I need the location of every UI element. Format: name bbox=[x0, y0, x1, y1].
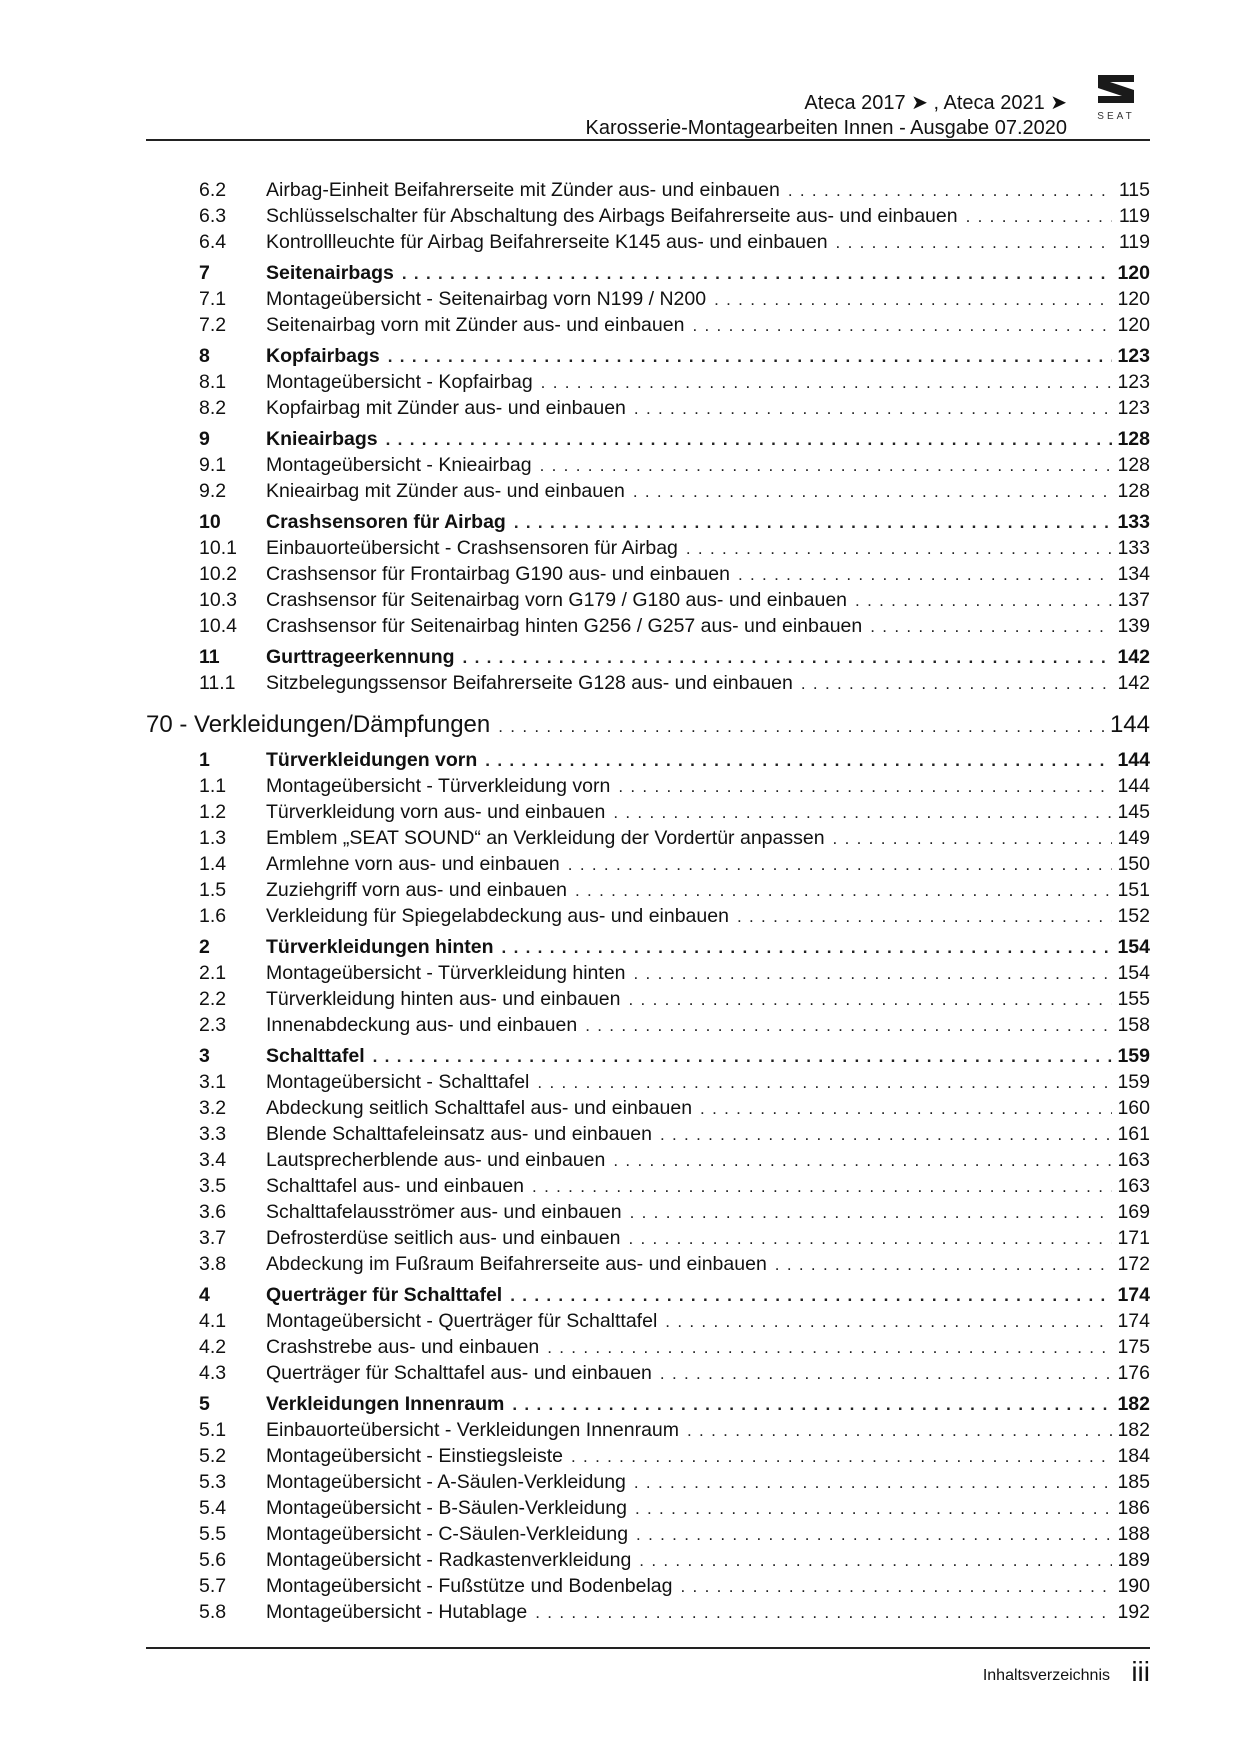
toc-entry[interactable] bbox=[146, 773, 1150, 799]
toc-number: 11.1 bbox=[199, 672, 236, 694]
toc-number: 10.3 bbox=[199, 589, 237, 611]
toc-title: Knieairbag mit Zünder aus- und einbauen bbox=[266, 480, 625, 502]
toc-page: 188 bbox=[1117, 1523, 1150, 1545]
toc-number: 5 bbox=[199, 1393, 210, 1415]
toc-title: Montageübersicht - C-Säulen-Verkleidung bbox=[266, 1523, 629, 1545]
toc-number: 11 bbox=[199, 646, 220, 668]
toc-entry[interactable] bbox=[146, 851, 1150, 877]
toc-number: 10.4 bbox=[199, 615, 237, 637]
table-of-contents bbox=[146, 177, 1150, 1625]
toc-entry[interactable] bbox=[146, 1199, 1150, 1225]
toc-chapter[interactable] bbox=[146, 708, 1150, 742]
toc-section[interactable] bbox=[146, 343, 1150, 369]
toc-title: Knieairbags bbox=[266, 428, 378, 450]
toc-entry[interactable] bbox=[146, 986, 1150, 1012]
toc-page: 154 bbox=[1117, 962, 1150, 984]
toc-entry[interactable] bbox=[146, 229, 1150, 255]
toc-number: 2.3 bbox=[199, 1014, 227, 1036]
toc-page: 174 bbox=[1117, 1284, 1150, 1306]
dot-leader bbox=[537, 1070, 1112, 1096]
dot-leader bbox=[639, 1548, 1112, 1574]
dot-leader bbox=[630, 1200, 1112, 1226]
toc-title: Airbag-Einheit Beifahrerseite mit Zünder aus- und einbauen bbox=[266, 179, 780, 201]
dot-leader bbox=[514, 510, 1112, 536]
toc-entry[interactable] bbox=[146, 203, 1150, 229]
toc-number: 3.2 bbox=[199, 1097, 227, 1119]
toc-page: 163 bbox=[1117, 1175, 1150, 1197]
toc-entry[interactable] bbox=[146, 312, 1150, 338]
dot-leader bbox=[634, 961, 1112, 987]
toc-number: 8 bbox=[199, 345, 210, 367]
dot-leader bbox=[485, 748, 1112, 774]
toc-entry[interactable] bbox=[146, 1360, 1150, 1386]
dot-leader bbox=[568, 852, 1112, 878]
toc-number: 2.2 bbox=[199, 988, 227, 1010]
dot-leader bbox=[801, 671, 1112, 697]
toc-number: 1 bbox=[199, 749, 210, 771]
toc-number: 2.1 bbox=[199, 962, 227, 984]
dot-leader bbox=[966, 204, 1112, 230]
toc-number: 5.4 bbox=[199, 1497, 227, 1519]
dot-leader bbox=[628, 1226, 1112, 1252]
toc-number: 1.6 bbox=[199, 905, 227, 927]
toc-entry[interactable] bbox=[146, 877, 1150, 903]
toc-page: 133 bbox=[1117, 511, 1150, 533]
toc-entry[interactable] bbox=[146, 535, 1150, 561]
toc-entry[interactable] bbox=[146, 1308, 1150, 1334]
toc-title: Crashsensor für Seitenairbag vorn G179 / G180 aus- und einbauen bbox=[266, 589, 848, 611]
toc-title: Querträger für Schalttafel aus- und einbauen bbox=[266, 1362, 652, 1384]
toc-title: Blende Schalttafeleinsatz aus- und einbauen bbox=[266, 1123, 652, 1145]
toc-number: 5.6 bbox=[199, 1549, 227, 1571]
toc-number: 4.2 bbox=[199, 1336, 227, 1358]
toc-entry[interactable] bbox=[146, 452, 1150, 478]
toc-entry[interactable] bbox=[146, 1334, 1150, 1360]
dot-leader bbox=[502, 935, 1112, 961]
toc-title: Montageübersicht - Fußstütze und Bodenbelag bbox=[266, 1575, 673, 1597]
toc-title: Zuziehgriff vorn aus- und einbauen bbox=[266, 879, 568, 901]
toc-page: 189 bbox=[1117, 1549, 1150, 1571]
toc-section[interactable] bbox=[146, 644, 1150, 670]
toc-section[interactable] bbox=[146, 426, 1150, 452]
toc-title: Querträger für Schalttafel bbox=[266, 1284, 503, 1306]
toc-title: Montageübersicht - Einstiegsleiste bbox=[266, 1445, 563, 1467]
toc-title: Armlehne vorn aus- und einbauen bbox=[266, 853, 560, 875]
toc-page: 172 bbox=[1117, 1253, 1150, 1275]
toc-number: 4.1 bbox=[199, 1310, 227, 1332]
toc-entry[interactable] bbox=[146, 1443, 1150, 1469]
toc-title: Montageübersicht - Querträger für Schalttafel bbox=[266, 1310, 658, 1332]
dot-leader bbox=[700, 1096, 1112, 1122]
footer-divider bbox=[146, 1647, 1150, 1649]
toc-section[interactable] bbox=[146, 1282, 1150, 1308]
toc-number: 3.5 bbox=[199, 1175, 227, 1197]
toc-page: 184 bbox=[1117, 1445, 1150, 1467]
toc-number: 3.7 bbox=[199, 1227, 227, 1249]
header-subtitle: Karosserie-Montagearbeiten Innen - Ausgabe 07.2020 bbox=[585, 117, 1067, 139]
toc-title: Türverkleidung vorn aus- und einbauen bbox=[266, 801, 606, 823]
toc-entry[interactable] bbox=[146, 903, 1150, 929]
toc-number: 10.2 bbox=[199, 563, 237, 585]
dot-leader bbox=[540, 453, 1112, 479]
toc-title: Kontrollleuchte für Airbag Beifahrerseite K145 aus- und einbauen bbox=[266, 231, 828, 253]
dot-leader bbox=[613, 1148, 1112, 1174]
toc-entry[interactable] bbox=[146, 587, 1150, 613]
toc-entry[interactable] bbox=[146, 395, 1150, 421]
dot-leader bbox=[775, 1252, 1112, 1278]
toc-title: Crashstrebe aus- und einbauen bbox=[266, 1336, 540, 1358]
toc-entry[interactable] bbox=[146, 1251, 1150, 1277]
toc-title: Crashsensor für Seitenairbag hinten G256 / G257 aus- und einbauen bbox=[266, 615, 863, 637]
dot-leader bbox=[585, 1013, 1112, 1039]
toc-page: 151 bbox=[1117, 879, 1150, 901]
dot-leader bbox=[613, 800, 1112, 826]
toc-title: Montageübersicht - Schalttafel bbox=[266, 1071, 530, 1093]
toc-number: 2 bbox=[199, 936, 210, 958]
page-number: iii bbox=[1131, 1656, 1150, 1687]
toc-number: 5.7 bbox=[199, 1575, 227, 1597]
toc-title: Montageübersicht - Türverkleidung hinten bbox=[266, 962, 626, 984]
toc-title: Emblem „SEAT SOUND“ an Verkleidung der Vordertür anpassen bbox=[266, 827, 825, 849]
seat-logo-icon bbox=[1088, 73, 1144, 121]
toc-entry[interactable] bbox=[146, 1095, 1150, 1121]
toc-title: Montageübersicht - Seitenairbag vorn N199 / N200 bbox=[266, 288, 707, 310]
dot-leader bbox=[660, 1361, 1112, 1387]
toc-number: 4.3 bbox=[199, 1362, 227, 1384]
toc-page: 176 bbox=[1117, 1362, 1150, 1384]
toc-number: 7.1 bbox=[199, 288, 227, 310]
toc-page: 154 bbox=[1117, 936, 1150, 958]
toc-title: Türverkleidungen hinten bbox=[266, 936, 494, 958]
toc-number: 10 bbox=[199, 511, 221, 533]
toc-number: 8.1 bbox=[199, 371, 227, 393]
toc-number: 1.3 bbox=[199, 827, 227, 849]
dot-leader bbox=[402, 261, 1112, 287]
dot-leader bbox=[535, 1600, 1112, 1626]
toc-title: Schalttafel aus- und einbauen bbox=[266, 1175, 525, 1197]
dot-leader bbox=[463, 645, 1112, 671]
dot-leader bbox=[836, 230, 1112, 256]
dot-leader bbox=[855, 588, 1112, 614]
toc-page: 159 bbox=[1117, 1071, 1150, 1093]
toc-title: Abdeckung im Fußraum Beifahrerseite aus- und einbauen bbox=[266, 1253, 767, 1275]
dot-leader bbox=[692, 313, 1112, 339]
footer-section: Inhaltsverzeichnis bbox=[982, 1667, 1110, 1684]
toc-page: 155 bbox=[1117, 988, 1150, 1010]
toc-number: 4 bbox=[199, 1284, 210, 1306]
toc-entry[interactable] bbox=[146, 1121, 1150, 1147]
toc-title: Schalttafelausströmer aus- und einbauen bbox=[266, 1201, 622, 1223]
dot-leader bbox=[687, 1418, 1112, 1444]
toc-title: Einbauorteübersicht - Verkleidungen Innenraum bbox=[266, 1419, 680, 1441]
dot-leader bbox=[660, 1122, 1112, 1148]
dot-leader bbox=[681, 1574, 1112, 1600]
toc-entry[interactable] bbox=[146, 1147, 1150, 1173]
toc-entry[interactable] bbox=[146, 1469, 1150, 1495]
toc-page: 182 bbox=[1117, 1393, 1150, 1415]
toc-page: 123 bbox=[1117, 345, 1150, 367]
toc-title: Montageübersicht - Hutablage bbox=[266, 1601, 528, 1623]
toc-number: 1.5 bbox=[199, 879, 227, 901]
toc-number: 3.3 bbox=[199, 1123, 227, 1145]
toc-number: 3.1 bbox=[199, 1071, 227, 1093]
toc-title: Montageübersicht - Radkastenverkleidung bbox=[266, 1549, 632, 1571]
toc-entry[interactable] bbox=[146, 1547, 1150, 1573]
toc-page: 139 bbox=[1117, 615, 1150, 637]
toc-page: 133 bbox=[1117, 537, 1150, 559]
toc-number: 5.8 bbox=[199, 1601, 227, 1623]
toc-entry[interactable] bbox=[146, 613, 1150, 639]
toc-entry[interactable] bbox=[146, 1173, 1150, 1199]
toc-number: 6.2 bbox=[199, 179, 227, 201]
dot-leader bbox=[386, 427, 1112, 453]
toc-page: 128 bbox=[1117, 480, 1150, 502]
toc-number: 6.3 bbox=[199, 205, 227, 227]
toc-title: Montageübersicht - Türverkleidung vorn bbox=[266, 775, 611, 797]
header-divider bbox=[146, 139, 1150, 141]
toc-page: 174 bbox=[1117, 1310, 1150, 1332]
dot-leader bbox=[714, 287, 1112, 313]
toc-page: 175 bbox=[1117, 1336, 1150, 1358]
toc-title: Lautsprecherblende aus- und einbauen bbox=[266, 1149, 606, 1171]
dot-leader bbox=[618, 774, 1112, 800]
toc-page: 150 bbox=[1117, 853, 1150, 875]
toc-page: 128 bbox=[1117, 454, 1150, 476]
toc-entry[interactable] bbox=[146, 286, 1150, 312]
toc-page: 152 bbox=[1117, 905, 1150, 927]
toc-title: 70 - Verkleidungen/Dämpfungen bbox=[146, 711, 491, 738]
toc-entry[interactable] bbox=[146, 1599, 1150, 1625]
dot-leader bbox=[633, 479, 1112, 505]
toc-title: Defrosterdüse seitlich aus- und einbauen bbox=[266, 1227, 621, 1249]
toc-number: 5.5 bbox=[199, 1523, 227, 1545]
toc-number: 10.1 bbox=[199, 537, 237, 559]
toc-title: Schlüsselschalter für Abschaltung des Airbags Beifahrerseite aus- und einbauen bbox=[266, 205, 958, 227]
toc-number: 1.1 bbox=[199, 775, 227, 797]
toc-title: Montageübersicht - B-Säulen-Verkleidung bbox=[266, 1497, 627, 1519]
toc-title: Kopfairbags bbox=[266, 345, 380, 367]
dot-leader bbox=[833, 826, 1112, 852]
toc-entry[interactable] bbox=[146, 478, 1150, 504]
toc-page: 144 bbox=[1117, 749, 1150, 771]
toc-page: 120 bbox=[1117, 262, 1150, 284]
toc-page: 123 bbox=[1117, 371, 1150, 393]
toc-page: 161 bbox=[1117, 1123, 1150, 1145]
toc-page: 190 bbox=[1117, 1575, 1150, 1597]
toc-page: 149 bbox=[1117, 827, 1150, 849]
toc-number: 8.2 bbox=[199, 397, 227, 419]
toc-page: 119 bbox=[1118, 205, 1150, 227]
toc-section[interactable] bbox=[146, 747, 1150, 773]
toc-entry[interactable] bbox=[146, 960, 1150, 986]
dot-leader bbox=[665, 1309, 1112, 1335]
toc-page: 145 bbox=[1117, 801, 1150, 823]
toc-entry[interactable] bbox=[146, 1495, 1150, 1521]
toc-number: 9 bbox=[199, 428, 210, 450]
toc-entry[interactable] bbox=[146, 177, 1150, 203]
toc-entry[interactable] bbox=[146, 799, 1150, 825]
dot-leader bbox=[686, 536, 1112, 562]
toc-section[interactable] bbox=[146, 1391, 1150, 1417]
header-model: Ateca 2017 ➤ , Ateca 2021 ➤ bbox=[804, 92, 1067, 114]
toc-entry[interactable] bbox=[146, 1012, 1150, 1038]
toc-title: Sitzbelegungssensor Beifahrerseite G128 aus- und einbauen bbox=[266, 672, 793, 694]
toc-page: 119 bbox=[1118, 231, 1150, 253]
dot-leader bbox=[737, 904, 1112, 930]
toc-page: 186 bbox=[1117, 1497, 1150, 1519]
dot-leader bbox=[541, 370, 1112, 396]
toc-number: 7.2 bbox=[199, 314, 227, 336]
toc-page: 123 bbox=[1117, 397, 1150, 419]
toc-number: 6.4 bbox=[199, 231, 227, 253]
toc-page: 185 bbox=[1117, 1471, 1150, 1493]
toc-entry[interactable] bbox=[146, 670, 1150, 696]
toc-number: 1.2 bbox=[199, 801, 227, 823]
toc-page: 120 bbox=[1117, 314, 1150, 336]
toc-page: 171 bbox=[1117, 1227, 1150, 1249]
toc-number: 7 bbox=[199, 262, 210, 284]
toc-number: 3 bbox=[199, 1045, 210, 1067]
toc-title: Türverkleidungen vorn bbox=[266, 749, 478, 771]
toc-section[interactable] bbox=[146, 934, 1150, 960]
toc-page: 142 bbox=[1117, 672, 1150, 694]
toc-title: Innenabdeckung aus- und einbauen bbox=[266, 1014, 578, 1036]
dot-leader bbox=[571, 1444, 1112, 1470]
svg-text:SEAT: SEAT bbox=[1097, 111, 1135, 121]
toc-entry[interactable] bbox=[146, 1521, 1150, 1547]
dot-leader bbox=[512, 1392, 1112, 1418]
toc-page: 182 bbox=[1117, 1419, 1150, 1441]
toc-number: 3.4 bbox=[199, 1149, 227, 1171]
toc-number: 1.4 bbox=[199, 853, 227, 875]
toc-title: Seitenairbags bbox=[266, 262, 394, 284]
toc-page: 160 bbox=[1117, 1097, 1150, 1119]
toc-title: Crashsensor für Frontairbag G190 aus- und einbauen bbox=[266, 563, 730, 585]
dot-leader bbox=[510, 1283, 1112, 1309]
toc-section[interactable] bbox=[146, 260, 1150, 286]
toc-title: Verkleidung für Spiegelabdeckung aus- und einbauen bbox=[266, 905, 729, 927]
toc-number: 3.8 bbox=[199, 1253, 227, 1275]
dot-leader bbox=[738, 562, 1112, 588]
toc-page: 120 bbox=[1117, 288, 1150, 310]
dot-leader bbox=[634, 396, 1112, 422]
toc-title: Abdeckung seitlich Schalttafel aus- und einbauen bbox=[266, 1097, 693, 1119]
dot-leader bbox=[547, 1335, 1112, 1361]
toc-title: Seitenairbag vorn mit Zünder aus- und einbauen bbox=[266, 314, 685, 336]
toc-page: 192 bbox=[1117, 1601, 1150, 1623]
dot-leader bbox=[388, 344, 1112, 370]
toc-number: 9.1 bbox=[199, 454, 227, 476]
toc-title: Schalttafel bbox=[266, 1045, 365, 1067]
toc-title: Türverkleidung hinten aus- und einbauen bbox=[266, 988, 621, 1010]
toc-number: 3.6 bbox=[199, 1201, 227, 1223]
toc-entry[interactable] bbox=[146, 561, 1150, 587]
dot-leader bbox=[532, 1174, 1112, 1200]
dot-leader bbox=[498, 710, 1108, 744]
toc-page: 134 bbox=[1117, 563, 1150, 585]
toc-title: Montageübersicht - A-Säulen-Verkleidung bbox=[266, 1471, 626, 1493]
toc-title: Kopfairbag mit Zünder aus- und einbauen bbox=[266, 397, 626, 419]
dot-leader bbox=[373, 1044, 1112, 1070]
dot-leader bbox=[636, 1522, 1112, 1548]
toc-entry[interactable] bbox=[146, 1069, 1150, 1095]
toc-page: 159 bbox=[1117, 1045, 1150, 1067]
toc-section[interactable] bbox=[146, 1043, 1150, 1069]
toc-entry[interactable] bbox=[146, 1417, 1150, 1443]
toc-title: Montageübersicht - Kopfairbag bbox=[266, 371, 533, 393]
toc-page: 142 bbox=[1117, 646, 1150, 668]
toc-page: 158 bbox=[1117, 1014, 1150, 1036]
toc-title: Gurttrageerkennung bbox=[266, 646, 455, 668]
toc-title: Verkleidungen Innenraum bbox=[266, 1393, 505, 1415]
toc-title: Montageübersicht - Knieairbag bbox=[266, 454, 532, 476]
toc-number: 5.1 bbox=[199, 1419, 227, 1441]
dot-leader bbox=[629, 987, 1113, 1013]
dot-leader bbox=[870, 614, 1112, 640]
toc-entry[interactable] bbox=[146, 825, 1150, 851]
dot-leader bbox=[635, 1496, 1112, 1522]
toc-section[interactable] bbox=[146, 509, 1150, 535]
toc-page: 169 bbox=[1117, 1201, 1150, 1223]
toc-page: 144 bbox=[1117, 775, 1150, 797]
toc-number: 5.2 bbox=[199, 1445, 227, 1467]
toc-page: 144 bbox=[1109, 711, 1150, 738]
toc-number: 5.3 bbox=[199, 1471, 227, 1493]
toc-entry[interactable] bbox=[146, 369, 1150, 395]
toc-entry[interactable] bbox=[146, 1573, 1150, 1599]
toc-page: 128 bbox=[1117, 428, 1150, 450]
toc-title: Einbauorteübersicht - Crashsensoren für Airbag bbox=[266, 537, 678, 559]
toc-page: 115 bbox=[1118, 179, 1150, 201]
dot-leader bbox=[788, 178, 1112, 204]
dot-leader bbox=[634, 1470, 1112, 1496]
dot-leader bbox=[575, 878, 1112, 904]
toc-title: Crashsensoren für Airbag bbox=[266, 511, 506, 533]
toc-page: 163 bbox=[1117, 1149, 1150, 1171]
toc-page: 137 bbox=[1117, 589, 1150, 611]
toc-number: 9.2 bbox=[199, 480, 227, 502]
toc-entry[interactable] bbox=[146, 1225, 1150, 1251]
